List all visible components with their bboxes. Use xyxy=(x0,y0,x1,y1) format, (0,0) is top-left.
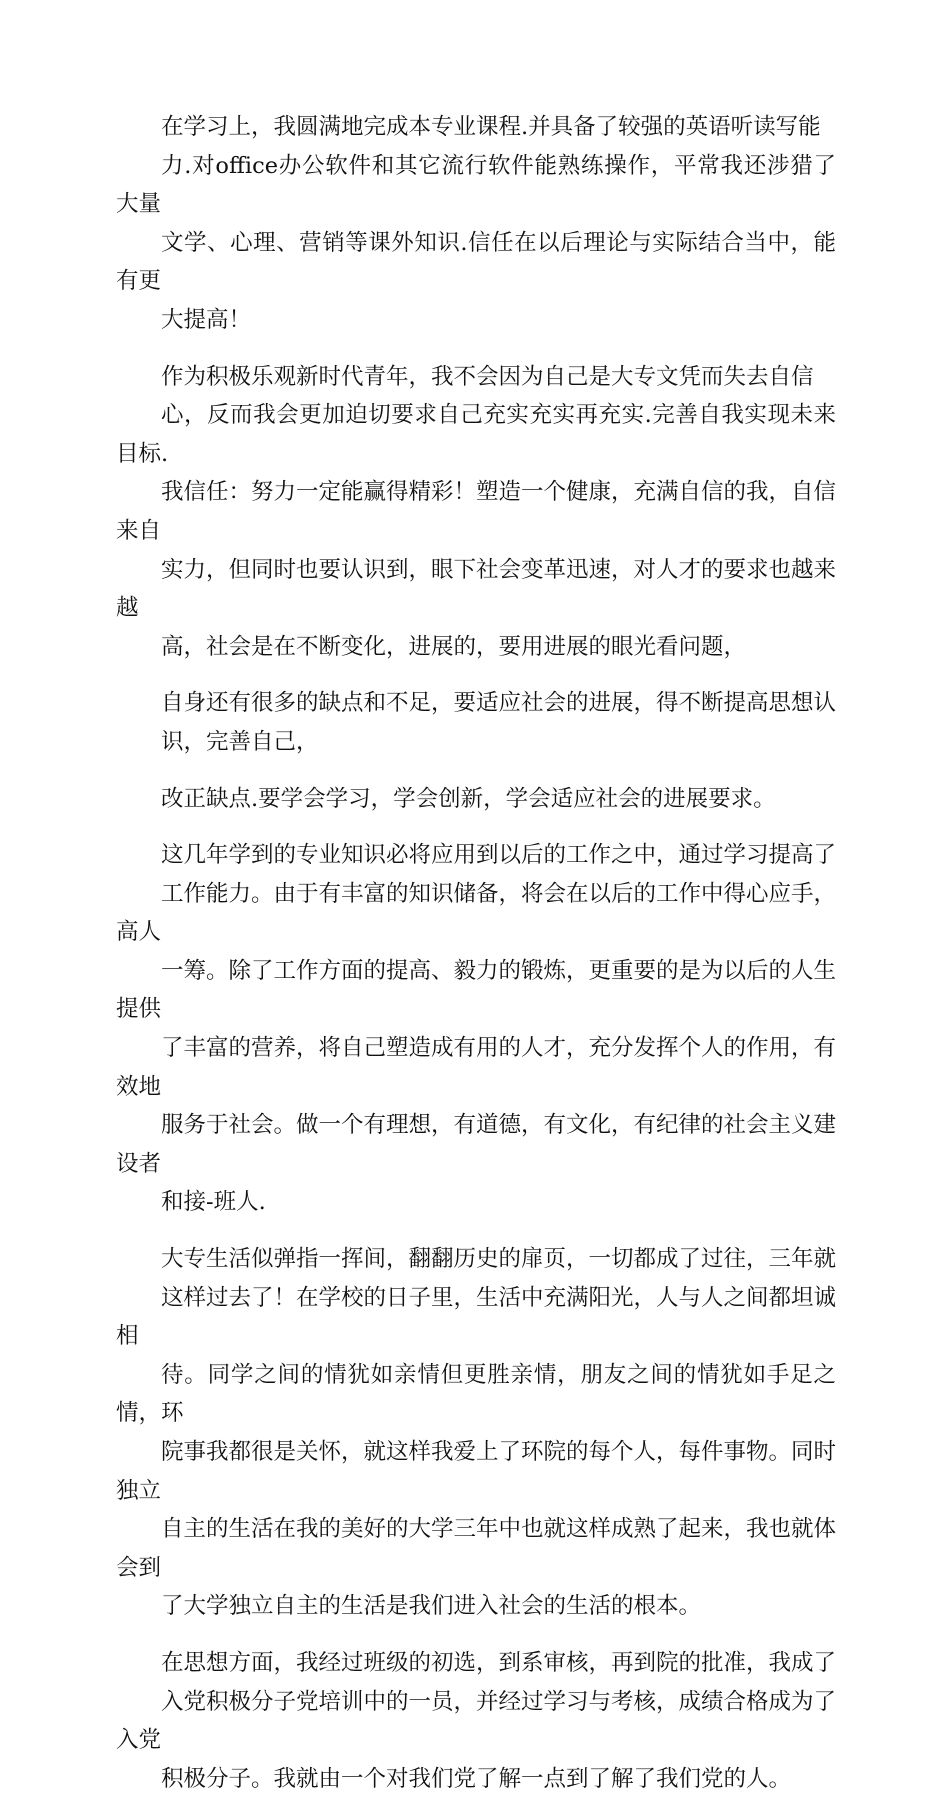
text-line: 实力，但同时也要认识到，眼下社会变革迅速，对人才的要求也越来越 xyxy=(116,556,837,622)
text-line: 高，社会是在不断变化，进展的，要用进展的眼光看问题， xyxy=(161,633,747,660)
text-line: 入党积极分子党培训中的一员，并经过学习与考核，成绩合格成为了入党 xyxy=(116,1688,837,1754)
text-line: 服务于社会。做一个有理想，有道德，有文化，有纪律的社会主义建设者 xyxy=(116,1112,837,1177)
text-line: 自主的生活在我的美好的大学三年中也就这样成熟了起来，我也就体会到 xyxy=(116,1516,837,1581)
text-line: 大提高！ xyxy=(161,306,252,333)
text-line: 院事我都很是关怀，就这样我爱上了环院的每个人，每件事物。同时独立 xyxy=(116,1439,837,1504)
text-line: 力.对office办公软件和其它流行软件能熟练操作，平常我还涉猎了大量 xyxy=(116,152,836,218)
text-line: 作为积极乐观新时代青年，我不会因为自己是大专文凭而失去自信 xyxy=(161,363,814,390)
text-line: 这样过去了！在学校的日子里，生活中充满阳光，人与人之间都坦诚相 xyxy=(116,1284,837,1350)
paragraph-shortcomings xyxy=(116,684,836,761)
text-line: 工作能力。由于有丰富的知识储备，将会在以后的工作中得心应手，高人 xyxy=(116,880,837,946)
text-line: 文学、心理、营销等课外知识.信任在以后理论与实际结合当中，能有更 xyxy=(116,229,836,295)
paragraph-study xyxy=(116,108,836,340)
text-line: 心，反而我会更加迫切要求自己充实充实再充实.完善自我实现未来目标. xyxy=(116,402,836,467)
paragraph-ideology xyxy=(116,1644,836,1798)
text-line: 一筹。除了工作方面的提高、毅力的锻炼，更重要的是为以后的人生提供 xyxy=(116,957,837,1023)
text-line: 识，完善自己， xyxy=(161,728,319,755)
text-line: 在思想方面，我经过班级的初选，到系审核，再到院的批准，我成了 xyxy=(161,1649,837,1676)
text-line: 待。同学之间的情犹如亲情但更胜亲情，朋友之间的情犹如手足之情，环 xyxy=(116,1361,836,1427)
text-line: 和接-班人. xyxy=(161,1189,266,1216)
text-line: 积极分子。我就由一个对我们党了解一点到了解了我们党的人。 xyxy=(161,1765,792,1792)
paragraph-confidence xyxy=(116,358,836,667)
text-line: 自身还有很多的缺点和不足，要适应社会的进展，得不断提高思想认 xyxy=(161,690,837,717)
text-line: 了大学独立自主的生活是我们进入社会的生活的根本。 xyxy=(161,1593,702,1620)
paragraph-knowledge xyxy=(116,836,836,1222)
document-body xyxy=(116,108,836,1816)
text-line: 我信任：努力一定能赢得精彩！塑造一个健康，充满自信的我，自信来自 xyxy=(116,479,837,544)
text-line: 大专生活似弹指一挥间，翻翻历史的扉页，一切都成了过往，三年就 xyxy=(161,1246,837,1273)
text-line: 了丰富的营养，将自己塑造成有用的人才，充分发挥个人的作用，有效地 xyxy=(116,1035,837,1100)
text-line: 这几年学到的专业知识必将应用到以后的工作之中，通过学习提高了 xyxy=(161,842,837,869)
text-line: 在学习上，我圆满地完成本专业课程.并具备了较强的英语听读写能 xyxy=(161,114,821,140)
paragraph-college-life xyxy=(116,1240,836,1626)
text-line: 改正缺点.要学会学习，学会创新，学会适应社会的进展要求。 xyxy=(161,785,776,812)
paragraph-improve xyxy=(116,780,836,819)
